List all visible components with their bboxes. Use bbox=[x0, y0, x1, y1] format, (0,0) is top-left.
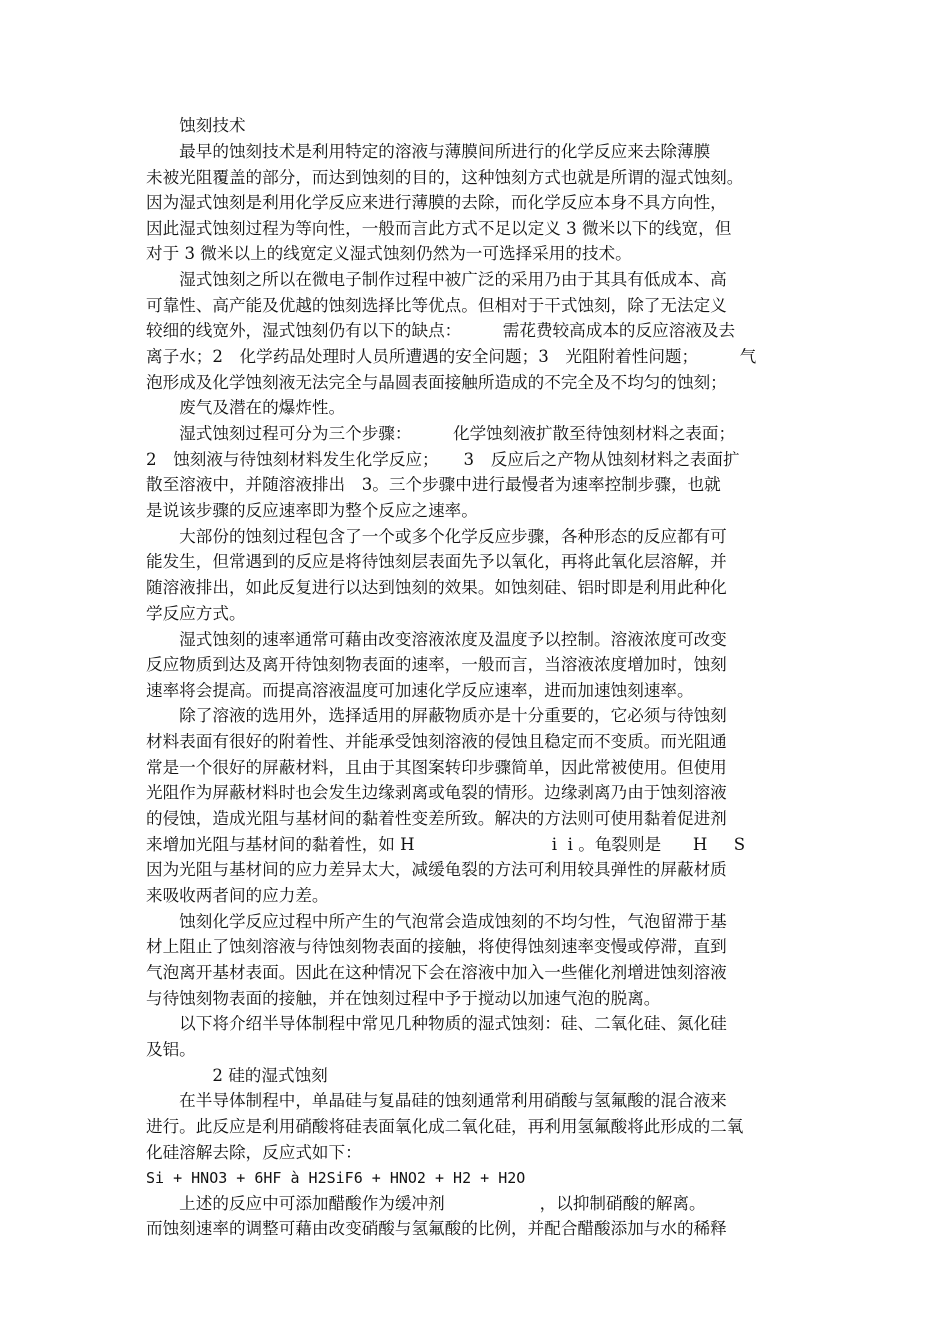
text-line: 2 蚀刻液与待蚀刻材料发生化学反应； 3 反应后之产物从蚀刻材料之表面扩 bbox=[146, 450, 740, 469]
chemical-equation: Si + HNO3 + 6HF à H2SiF6 + HNO2 + H2 + H2O bbox=[146, 1169, 526, 1187]
text-line: 废气及潜在的爆炸性。 bbox=[146, 398, 346, 417]
text-line: 因此湿式蚀刻过程为等向性，一般而言此方式不足以定义 3 微米以下的线宽，但 bbox=[146, 219, 732, 238]
text-line: 能发生，但常遇到的反应是将待蚀刻层表面先予以氧化，再将此氧化层溶解，并 bbox=[146, 552, 727, 571]
text-line: 湿式蚀刻的速率通常可藉由改变溶液浓度及温度予以控制。溶液浓度可改变 bbox=[146, 630, 727, 649]
text-line: 是说该步骤的反应速率即为整个反应之速率。 bbox=[146, 501, 478, 520]
section-heading: 2 硅的湿式蚀刻 bbox=[146, 1066, 328, 1085]
text-line: 来增加光阻与基材间的黏着性，如 H i i 。龟裂则是 H S bbox=[146, 835, 746, 854]
text-line: 常是一个很好的屏蔽材料，且由于其图案转印步骤简单，因此常被使用。但使用 bbox=[146, 758, 727, 777]
text-line: 离子水；2 化学药品处理时人员所遭遇的安全问题；3 光阻附着性问题； 气 bbox=[146, 347, 757, 366]
text-line: 学反应方式。 bbox=[146, 604, 246, 623]
text-line: 与待蚀刻物表面的接触，并在蚀刻过程中予于搅动以加速气泡的脱离。 bbox=[146, 989, 661, 1008]
text-line: 气泡离开基材表面。因此在这种情况下会在溶液中加入一些催化剂增进蚀刻溶液 bbox=[146, 963, 727, 982]
text-line: 泡形成及化学蚀刻液无法完全与晶圆表面接触所造成的不完全及不均匀的蚀刻； bbox=[146, 373, 727, 392]
text-line: 来吸收两者间的应力差。 bbox=[146, 886, 329, 905]
text-line: 而蚀刻速率的调整可藉由改变硝酸与氢氟酸的比例，并配合醋酸添加与水的稀释 bbox=[146, 1219, 727, 1238]
text-line: 化硅溶解去除，反应式如下： bbox=[146, 1143, 362, 1162]
text-line: 湿式蚀刻之所以在微电子制作过程中被广泛的采用乃由于其具有低成本、高 bbox=[146, 270, 727, 289]
text-line: 上述的反应中可添加醋酸作为缓冲剂 ，以抑制硝酸的解离。 bbox=[146, 1194, 706, 1213]
text-line: 大部份的蚀刻过程包含了一个或多个化学反应步骤，各种形态的反应都有可 bbox=[146, 527, 727, 546]
text-line: 因为光阻与基材间的应力差异太大，减缓龟裂的方法可利用较具弹性的屏蔽材质 bbox=[146, 860, 727, 879]
text-line: 速率将会提高。而提高溶液温度可加速化学反应速率，进而加速蚀刻速率。 bbox=[146, 681, 694, 700]
text-line: 对于 3 微米以上的线宽定义湿式蚀刻仍然为一可选择采用的技术。 bbox=[146, 244, 632, 263]
text-line: 进行。此反应是利用硝酸将硅表面氧化成二氧化硅，再利用氢氟酸将此形成的二氧 bbox=[146, 1117, 744, 1136]
text-line: 反应物质到达及离开待蚀刻物表面的速率，一般而言，当溶液浓度增加时，蚀刻 bbox=[146, 655, 727, 674]
text-line: 最早的蚀刻技术是利用特定的溶液与薄膜间所进行的化学反应来去除薄膜 bbox=[146, 142, 711, 161]
text-line: 可靠性、高产能及优越的蚀刻选择比等优点。但相对于干式蚀刻，除了无法定义 bbox=[146, 296, 727, 315]
text-line: 散至溶液中，并随溶液排出 3。三个步骤中进行最慢者为速率控制步骤，也就 bbox=[146, 475, 721, 494]
text-line: 材上阻止了蚀刻溶液与待蚀刻物表面的接触，将使得蚀刻速率变慢或停滞，直到 bbox=[146, 937, 727, 956]
text-line: 及铝。 bbox=[146, 1040, 196, 1059]
text-line: 随溶液排出，如此反复进行以达到蚀刻的效果。如蚀刻硅、铝时即是利用此种化 bbox=[146, 578, 727, 597]
text-line: 在半导体制程中，单晶硅与复晶硅的蚀刻通常利用硝酸与氢氟酸的混合液来 bbox=[146, 1091, 727, 1110]
text-line: 未被光阻覆盖的部分，而达到蚀刻的目的，这种蚀刻方式也就是所谓的湿式蚀刻。 bbox=[146, 168, 744, 187]
text-line: 除了溶液的选用外，选择适用的屏蔽物质亦是十分重要的，它必须与待蚀刻 bbox=[146, 706, 727, 725]
text-line: 材料表面有很好的附着性、并能承受蚀刻溶液的侵蚀且稳定而不变质。而光阻通 bbox=[146, 732, 727, 751]
text-line: 的侵蚀，造成光阻与基材间的黏着性变差所致。解决的方法则可使用黏着促进剂 bbox=[146, 809, 727, 828]
text-line: 湿式蚀刻过程可分为三个步骤： 化学蚀刻液扩散至待蚀刻材料之表面； bbox=[146, 424, 736, 443]
text-line: 因为湿式蚀刻是利用化学反应来进行薄膜的去除，而化学反应本身不具方向性， bbox=[146, 193, 727, 212]
text-line: 以下将介绍半导体制程中常见几种物质的湿式蚀刻：硅、二氧化硅、氮化硅 bbox=[146, 1014, 727, 1033]
text-line: 蚀刻化学反应过程中所产生的气泡常会造成蚀刻的不均匀性，气泡留滞于基 bbox=[146, 912, 727, 931]
text-line: 光阻作为屏蔽材料时也会发生边缘剥离或龟裂的情形。边缘剥离乃由于蚀刻溶液 bbox=[146, 783, 727, 802]
text-line: 较细的线宽外，湿式蚀刻仍有以下的缺点： 需花费较高成本的反应溶液及去 bbox=[146, 321, 736, 340]
section-title: 蚀刻技术 bbox=[146, 116, 246, 135]
